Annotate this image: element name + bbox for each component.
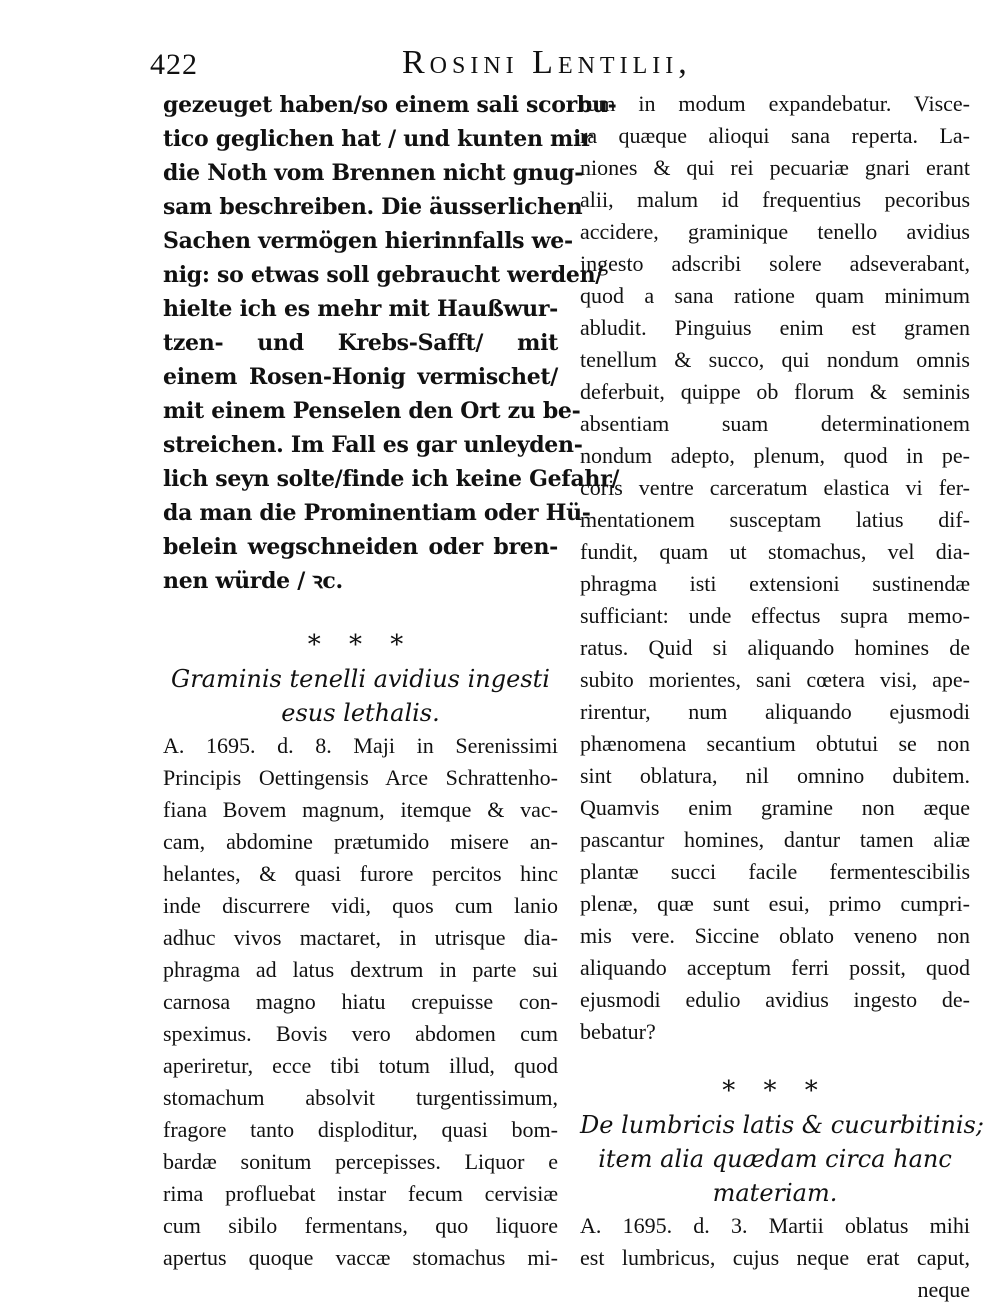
text-line: sufficiant: unde effectus supra memo- <box>580 603 970 628</box>
text-line: adhuc vivos mactaret, in utrisque dia- <box>163 925 558 950</box>
text-line: A. 1695. d. 3. Martii oblatus mihi <box>580 1213 970 1238</box>
text-line: fiana Bovem magnum, itemque & vac- <box>163 797 558 822</box>
section-title <box>163 662 558 730</box>
text-line: Quamvis enim gramine non æque <box>580 795 970 820</box>
latin-paragraph <box>580 88 970 1048</box>
text-line: ra quæque alioqui sana reperta. La- <box>580 123 970 148</box>
page-number: 422 <box>150 48 198 81</box>
text-line: aliquando acceptum ferri possit, quod <box>580 955 970 980</box>
text-line: bardæ sonitum percepisses. Liquor e <box>163 1149 558 1174</box>
text-line: aperiretur, ecce tibi totum illud, quod <box>163 1053 558 1078</box>
text-line: carnosa magno hiatu crepuisse con- <box>163 989 558 1014</box>
text-line: helantes, & quasi furore percitos hinc <box>163 861 558 886</box>
text-line: da man die Prominentiam oder Hü- <box>163 500 591 526</box>
text-line: stomachum absolvit turgentissimum, <box>163 1085 558 1110</box>
text-line: abludit. Pinguius enim est gramen <box>580 315 970 340</box>
text-line: nig: so etwas soll gebraucht werden/ <box>163 262 604 288</box>
text-line: ingesto adscribi solere adseverabant, <box>580 251 970 276</box>
text-line: die Noth vom Brennen nicht gnug- <box>163 160 584 186</box>
text-line: Sachen vermögen hierinnfalls we- <box>163 228 573 254</box>
text-line: mis vere. Siccine oblato veneno non <box>580 923 970 948</box>
right-column <box>580 88 984 1306</box>
text-line: plantæ succi facile fermentescibilis <box>580 859 970 884</box>
text-line: quod a sana ratione quam minimum <box>580 283 970 308</box>
text-line: tenellum & succo, qui nondum omnis <box>580 347 970 372</box>
text-line: bebatur? <box>580 1019 656 1044</box>
page-header <box>150 44 970 84</box>
text-line: cam, abdomine prætumido misere an- <box>163 829 558 854</box>
text-line: subito morientes, sani cœtera visi, ape- <box>580 667 970 692</box>
text-line: cum sibilo fermentans, quo liquore <box>163 1213 558 1238</box>
text-line: coris ventre carceratum elastica vi fer- <box>580 475 970 500</box>
german-paragraph <box>163 88 620 598</box>
section-ornament: * * * <box>722 1076 828 1106</box>
text-line: lich seyn solte/finde ich keine Gefahr/ <box>163 466 620 492</box>
section-ornament: * * * <box>307 630 414 660</box>
latin-paragraph <box>163 730 558 1274</box>
text-line: mit einem Penselen den Ort zu be- <box>163 398 581 424</box>
text-line: tzen- und Krebs-Safft/ mit <box>163 330 558 356</box>
text-line: fundit, quam ut stomachus, vel dia- <box>580 539 970 564</box>
text-line: est lumbricus, cujus neque erat caput, <box>580 1245 970 1270</box>
latin-paragraph <box>580 1210 970 1306</box>
text-line: mentationem susceptam latius dif- <box>580 507 970 532</box>
text-line: nen würde / ꝛc. <box>163 568 343 594</box>
text-line: rima profluebat instar fecum cervisiæ <box>163 1181 558 1206</box>
text-line: rum in modum expandebatur. Visce- <box>580 91 970 116</box>
section-title-line: De lumbricis latis & cucurbitinis; <box>580 1111 984 1139</box>
text-line: rirentur, num aliquando ejusmodi <box>580 699 970 724</box>
section-title-line: Graminis tenelli avidius ingesti <box>171 665 550 693</box>
catchword: neque <box>917 1277 970 1302</box>
text-line: streichen. Im Fall es gar unleyden- <box>163 432 583 458</box>
text-line: sam beschreiben. Die äusserlichen <box>163 194 583 220</box>
text-line: absentiam suam determinationem <box>580 411 970 436</box>
text-line: sint oblatura, nil omnino dubitem. <box>580 763 970 788</box>
section-title-line: item alia quædam circa hanc <box>598 1145 952 1173</box>
text-line: plenæ, quæ sunt esui, primo cumpri- <box>580 891 970 916</box>
text-line: gezeuget haben/so einem sali scorbu- <box>163 92 617 118</box>
text-line: phragma isti extensioni sustinendæ <box>580 571 970 596</box>
text-line: inde discurrere vidi, quos cum lanio <box>163 893 558 918</box>
text-line: niones & qui rei pecuariæ gnari erant <box>580 155 970 180</box>
running-head: Rosini Lentilii, <box>402 44 692 81</box>
section-title-line: esus lethalis. <box>281 699 440 727</box>
text-line: A. 1695. d. 8. Maji in Serenissimi <box>163 733 558 758</box>
text-line: nondum adepto, plenum, quod in pe- <box>580 443 970 468</box>
text-line: alii, malum id frequentius pecoribus <box>580 187 970 212</box>
text-line: pascantur homines, dantur tamen aliæ <box>580 827 970 852</box>
text-line: Principis Oettingensis Arce Schrattenho- <box>163 765 558 790</box>
text-line: belein wegschneiden oder bren- <box>163 534 558 560</box>
text-line: ejusmodi edulio avidius ingesto de- <box>580 987 970 1012</box>
text-line: einem Rosen-Honig vermischet/ <box>163 364 558 390</box>
text-line: phænomena secantium obtutui se non <box>580 731 970 756</box>
section-title-line: materiam. <box>712 1179 838 1207</box>
text-line: hielte ich es mehr mit Haußwur- <box>163 296 558 322</box>
text-line: ratus. Quid si aliquando homines de <box>580 635 970 660</box>
text-line: deferbuit, quippe ob florum & seminis <box>580 379 970 404</box>
text-line: speximus. Bovis vero abdomen cum <box>163 1021 558 1046</box>
text-line: accidere, graminique tenello avidius <box>580 219 970 244</box>
text-line: phragma ad latus dextrum in parte sui <box>163 957 558 982</box>
text-line: apertus quoque vaccæ stomachus mi- <box>163 1245 558 1270</box>
text-line: fragore tanto disploditur, quasi bom- <box>163 1117 558 1142</box>
section-title <box>580 1108 984 1210</box>
text-line: tico geglichen hat / und kunten mir <box>163 126 593 152</box>
